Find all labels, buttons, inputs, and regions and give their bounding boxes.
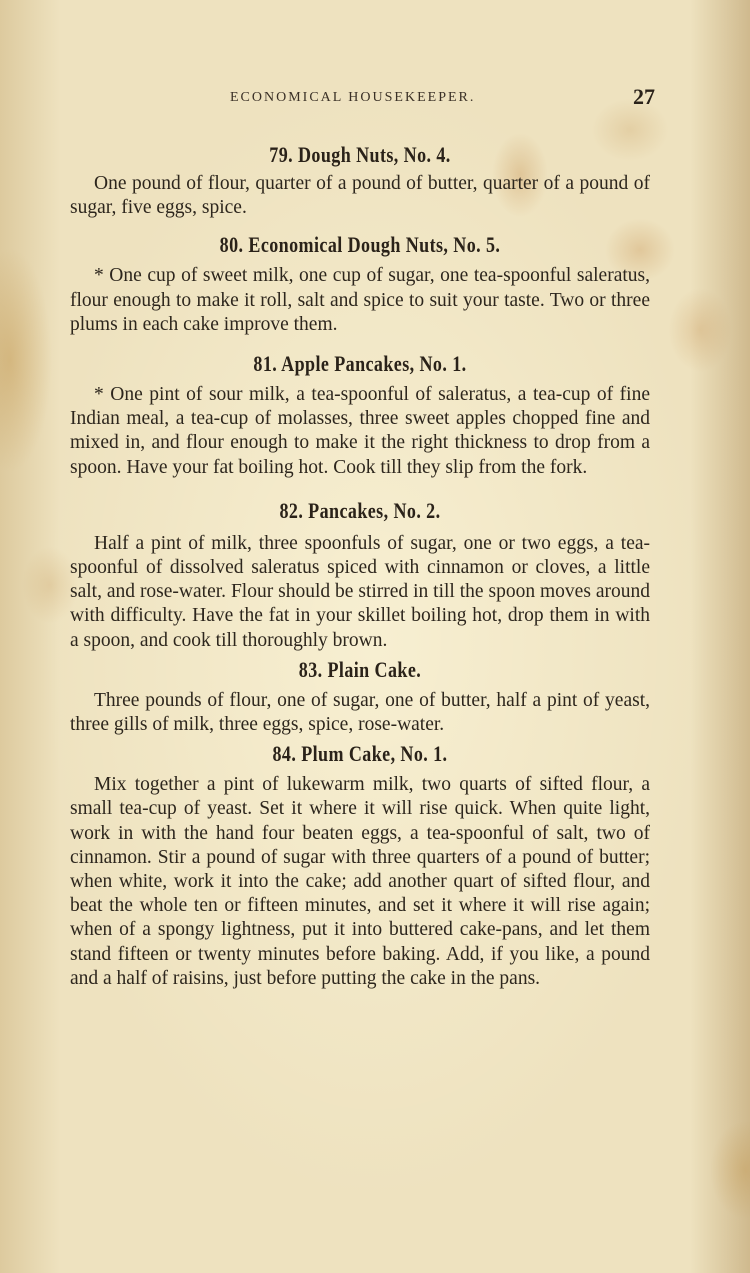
running-head [70, 84, 655, 114]
recipe-text: Three pounds of flour, one of sugar, one of butter, half a pint of yeast, three gills of milk, three eggs, spice, rose-water. [70, 689, 650, 736]
recipe-text: One pound of flour, quarter of a pound of butter, quarter of a pound of sugar, five eggs, spice. [70, 173, 650, 219]
running-title: ECONOMICAL HOUSEKEEPER. [230, 90, 476, 105]
recipe-text: * One pint of sour milk, a tea-spoonful of saleratus, a tea-cup of fine Indian meal, a tea-cup of molasses, three sweet apples chopped fine and mixed in, and flour enough to make it the right thickness to drop from a spoon. Have your fat boiling hot. Cook till they slip from the fork. [70, 384, 650, 478]
recipe-text: Half a pint of milk, three spoonfuls of sugar, one or two eggs, a tea-spoonful of dissolved saleratus spiced with cinnamon or cloves, a little salt, and rose-water. Flour should be stirred in till the spoon moves around with difficulty. Have the fat in your skillet boiling hot, drop them in with a spoon, and cook till thoroughly brown. [70, 532, 650, 651]
recipe-heading: 84. Plum Cake, No. 1. [272, 741, 448, 767]
recipe-heading: 81. Apple Pancakes, No. 1. [253, 351, 467, 377]
recipe-text: * One cup of sweet milk, one cup of sugar, one tea-spoonful saleratus, flour enough to make it roll, salt and spice to suit your taste. Two or three plums in each cake improve them. [70, 265, 650, 335]
recipe-heading: 79. Dough Nuts, No. 4. [269, 142, 451, 167]
recipe-heading: 80. Economical Dough Nuts, No. 5. [219, 232, 501, 258]
recipe-heading: 82. Pancakes, No. 2. [279, 497, 441, 523]
page-body [70, 140, 650, 991]
recipe-heading: 83. Plain Cake. [298, 656, 422, 682]
page-number: 27 [633, 84, 655, 109]
recipe-text: Mix together a pint of lukewarm milk, two quarts of sifted flour, a small tea-cup of yeast. Set it where it will rise quick. When quite light, work in with the hand four beaten eggs, a tea-spoonful of salt, two of cinnamon. Stir a pound of sugar with three quarters of a pound of butter; when white, work it into the cake; add another quart of sifted flour, and beat the whole ten or fifteen minutes, and set it where it will rise again; when of a spongy lightness, put it into buttered cake-pans, and let them stand fifteen or twenty minutes before baking. Add, if you like, a pound and a half of raisins, just before putting the cake in the pans. [70, 774, 650, 989]
